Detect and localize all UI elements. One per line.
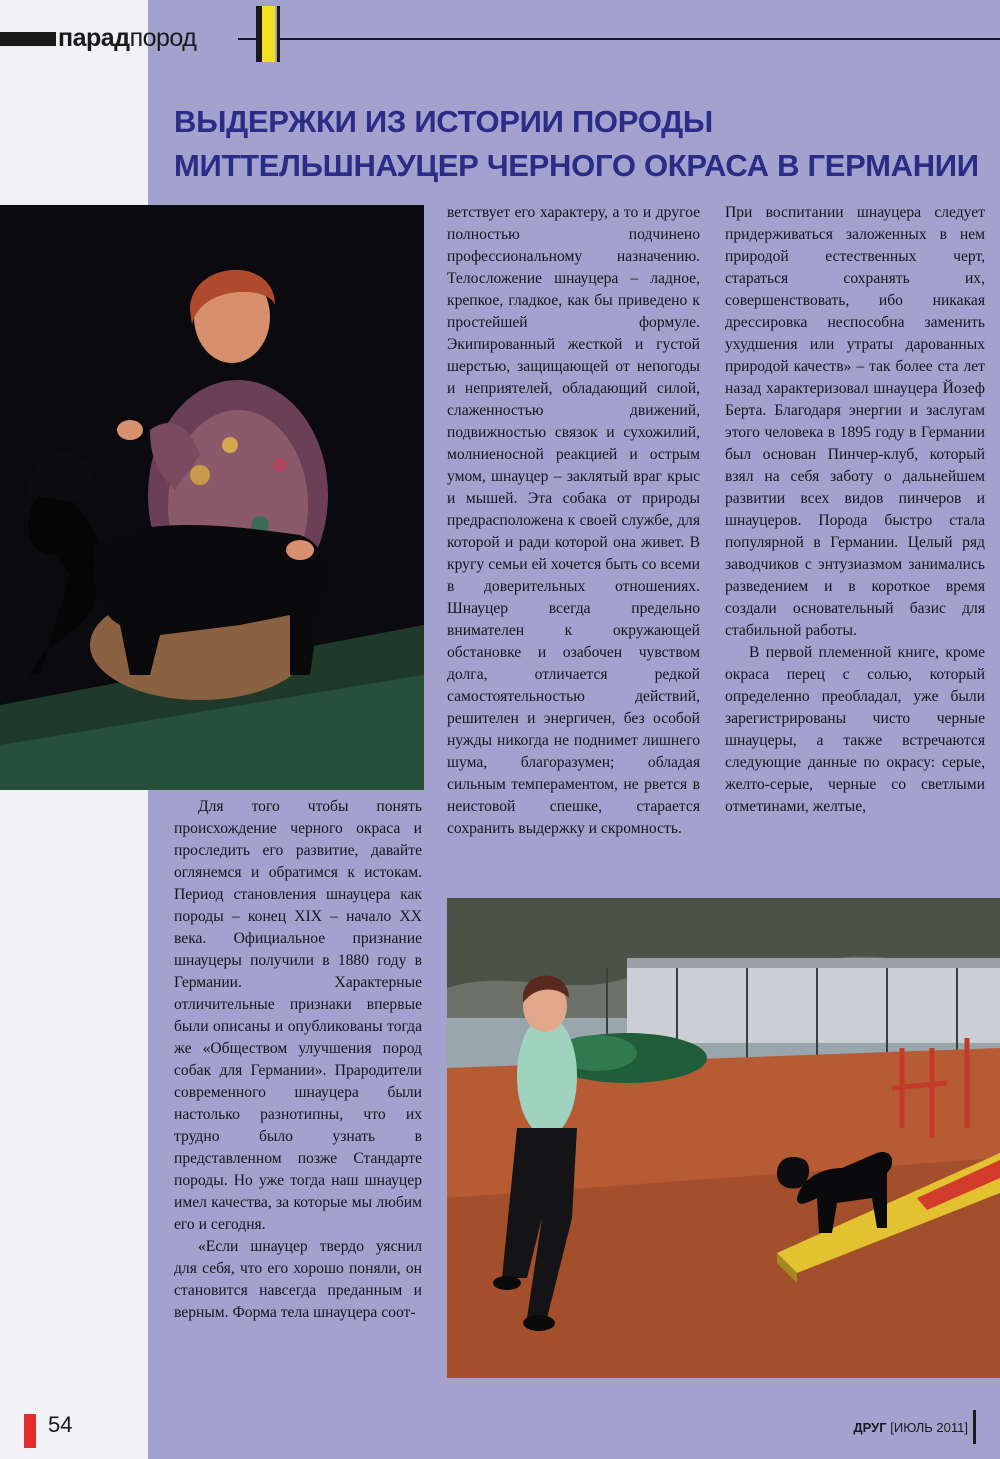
header-black-bar	[0, 32, 56, 46]
section-heading-light: пород	[129, 24, 197, 52]
page-header	[0, 0, 1000, 70]
dog-show-illustration	[0, 205, 424, 790]
text-column-1	[174, 796, 422, 1324]
magazine-credit	[853, 1420, 968, 1435]
paragraph: Для того чтобы понять происхождение черного окраса и проследить его развитие, давайте оглянемся и обратимся к истокам. Период становления шнауцера как породы – конец XIX – начало XX века. Официальное признание шнауцеры получили в 1880 году в Германии. Характерные отличительные признаки впервые были описаны и опубликованы тогда же «Обществом улучшения пород собак для Германии». Прародители современного шнауцера были настолько разнотипны, что их трудно было узнать в представленном позже Стандарте породы. Но уже тогда наш шнауцер имел качества, за которые мы любим его и сегодня.	[174, 798, 422, 1233]
paragraph: При воспитании шнауцера следует придерживаться заложенных в нем природой естественных черт, стараться сохранять их, совершенствовать, ибо никакая дрессировка неспособна заменить ухудшения или утраты дарованных природой качеств» – так более ста лет назад характеризовал шнауцера Йозеф Берта. Благодаря энергии и заслугам этого человека в 1895 году в Германии был основан Пинчер-клуб, который взял на себя заботу о дальнейшем развитии всех видов пинчеров и шнауцеров. Порода быстро стала популярной в Германии. Целый ряд заводчиков с энтузиазмом занимались разведением и в короткое время создали основательный базис для стабильной работы.	[725, 204, 985, 639]
footer-red-marker	[24, 1414, 36, 1448]
article-title	[174, 100, 994, 188]
magazine-issue: [ИЮЛЬ 2011]	[890, 1420, 968, 1435]
header-accent-thin	[277, 6, 280, 62]
header-accent-yellow	[262, 6, 275, 62]
dog-show-photo	[0, 205, 424, 790]
text-column-3	[725, 202, 985, 818]
agility-illustration	[447, 898, 1000, 1378]
article-title-line2: МИТТЕЛЬШНАУЦЕР ЧЕРНОГО ОКРАСА В ГЕРМАНИИ	[174, 148, 979, 183]
paragraph: В первой племенной книге, кроме окраса перец с солью, который определенно преобладал, уже были зарегистрированы чисто черные шнауцеры, а также встречаются следующие данные по окрасу: серые, желто-серые, черные со светлыми отметинами, желтые,	[725, 644, 985, 815]
header-rule-right	[280, 38, 1000, 40]
agility-photo	[447, 898, 1000, 1378]
text-column-2	[447, 202, 700, 840]
article-title-line1: ВЫДЕРЖКИ ИЗ ИСТОРИИ ПОРОДЫ	[174, 104, 713, 139]
footer-rule	[973, 1410, 976, 1444]
section-heading-bold: парад	[58, 24, 130, 52]
page-number: 54	[48, 1412, 73, 1437]
paragraph: ветствует его характеру, а то и другое полностью подчинено профессиональному назначению. Телосложение шнауцера – ладное, крепкое, гладкое, как бы приведено к простейшей формуле. Экипированный жесткой и густой шерстью, защищающей от непогоды и неприятелей, обладающий силой, слаженностью движений, подвижностью связок и сухожилий, молниеносной реакцией и острым умом, шнауцер – заклятый враг крыс и мышей. Эта собака от природы предрасположена к своей службе, для которой и ради которой она живет. В кругу семьи ей хочется быть со всеми в доверительных отношениях. Шнауцер всегда предельно внимателен к окружающей обстановке и озабочен чувством долга, отличается редкой самостоятельностью действий, решителен и энергичен, без особой нужды никогда не поднимет лишнего шума, благоразумен; обладая сильным темпераментом, не рвется в неистовой спешке, старается сохранить выдержку и скромность.	[447, 204, 700, 837]
section-heading	[58, 24, 196, 53]
magazine-name: ДРУГ	[853, 1420, 887, 1435]
header-rule	[238, 38, 256, 40]
paragraph: «Если шнауцер твердо уяснил для себя, что его хорошо поняли, он становится навсегда преданным и верным. Форма тела шнауцера соот-	[174, 1238, 422, 1321]
